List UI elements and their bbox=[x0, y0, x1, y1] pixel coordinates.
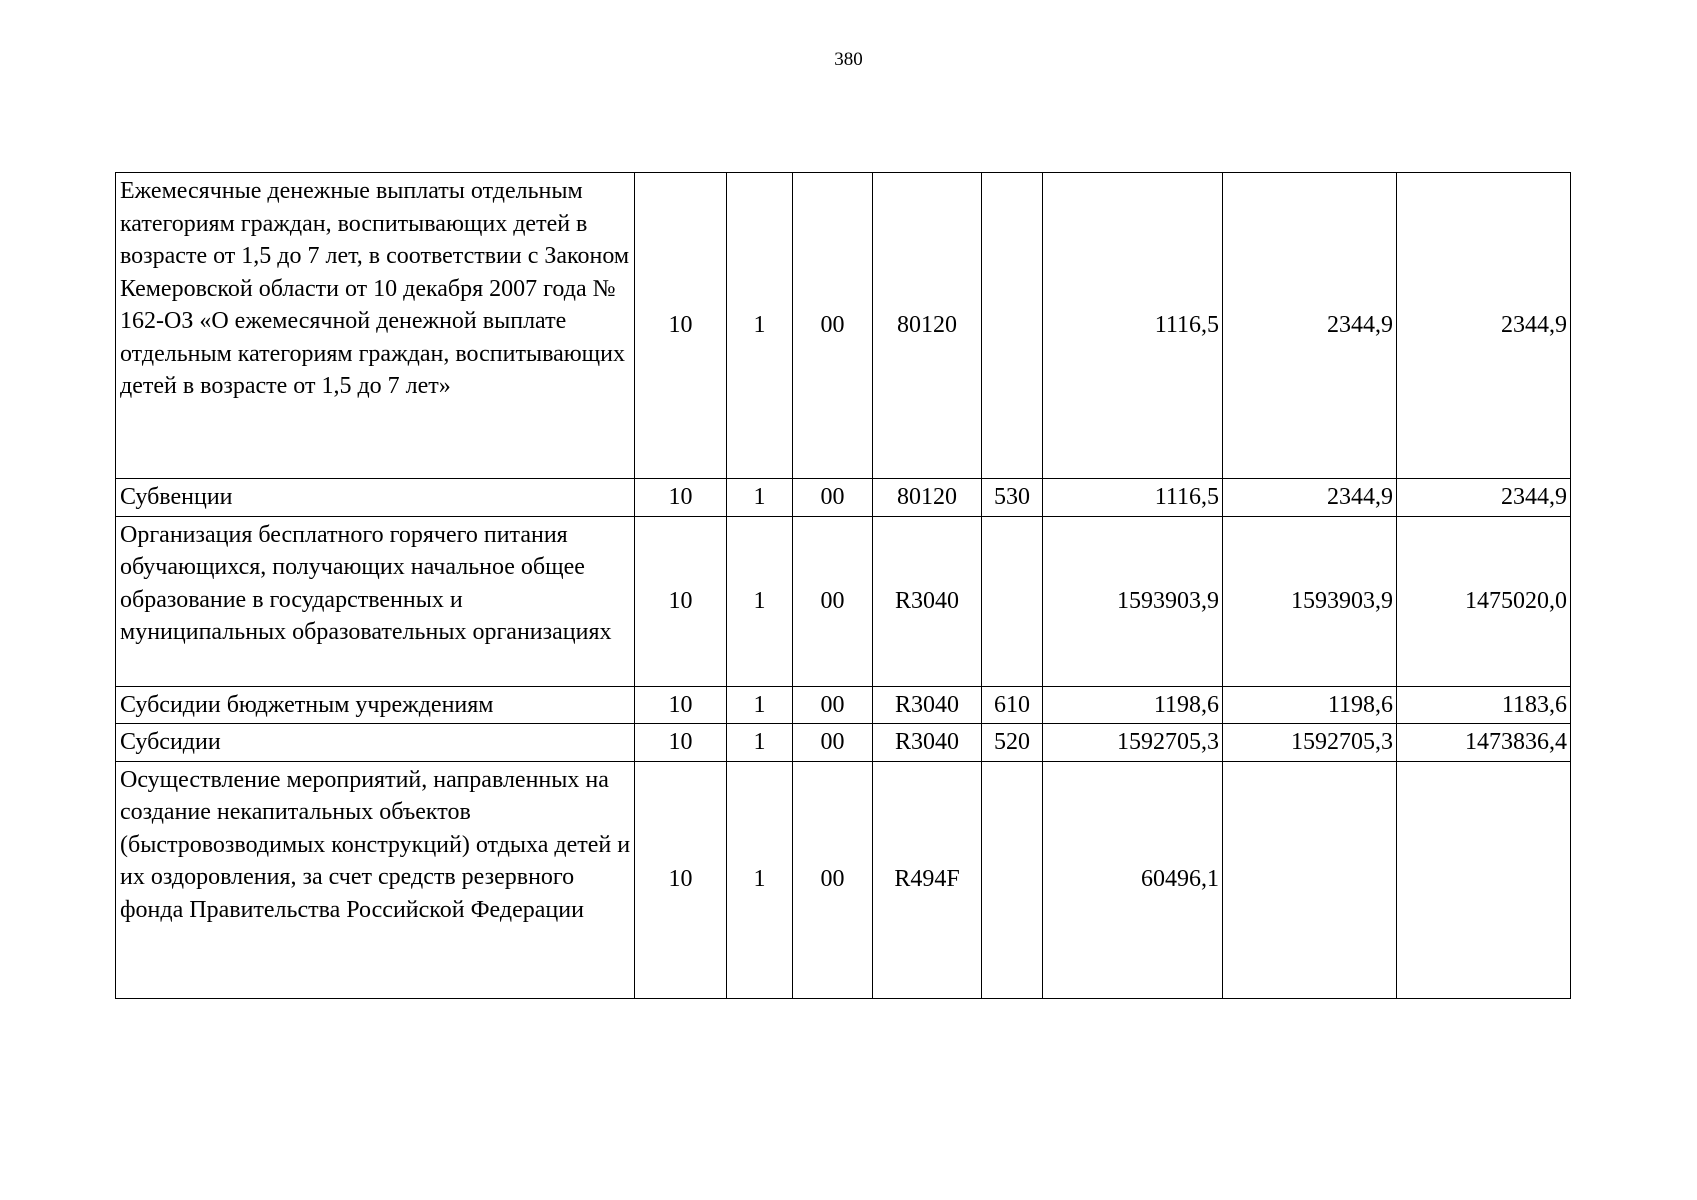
amount-year3-cell: 1473836,4 bbox=[1397, 724, 1571, 762]
amount-year1-cell: 1116,5 bbox=[1043, 173, 1223, 479]
table-row bbox=[116, 516, 1571, 686]
amount-year2-cell: 1198,6 bbox=[1223, 686, 1397, 724]
expense-type-cell bbox=[982, 173, 1043, 479]
amount-year1-cell: 1198,6 bbox=[1043, 686, 1223, 724]
table-row bbox=[116, 479, 1571, 517]
program-cell: 00 bbox=[793, 173, 873, 479]
program-cell: 00 bbox=[793, 761, 873, 998]
subsection-cell: 1 bbox=[727, 686, 793, 724]
amount-year1-cell: 1593903,9 bbox=[1043, 516, 1223, 686]
table-row bbox=[116, 686, 1571, 724]
amount-year2-cell: 1592705,3 bbox=[1223, 724, 1397, 762]
amount-year3-cell: 2344,9 bbox=[1397, 173, 1571, 479]
section-cell: 10 bbox=[635, 761, 727, 998]
code-cell: 80120 bbox=[873, 479, 982, 517]
subsection-cell: 1 bbox=[727, 724, 793, 762]
expense-type-cell bbox=[982, 516, 1043, 686]
row-name: Субвенции bbox=[116, 479, 635, 517]
code-cell: R494F bbox=[873, 761, 982, 998]
subsection-cell: 1 bbox=[727, 479, 793, 517]
row-name: Осуществление мероприятий, направленных на создание некапитальных объектов (быстровозводимых конструкций) отдыха детей и их оздоровления, за счет средств резервного фонда Правительства Российской Федерации bbox=[116, 761, 635, 998]
amount-year3-cell: 1183,6 bbox=[1397, 686, 1571, 724]
amount-year3-cell bbox=[1397, 761, 1571, 998]
section-cell: 10 bbox=[635, 686, 727, 724]
amount-year3-cell: 2344,9 bbox=[1397, 479, 1571, 517]
code-cell: R3040 bbox=[873, 686, 982, 724]
amount-year2-cell: 2344,9 bbox=[1223, 173, 1397, 479]
subsection-cell: 1 bbox=[727, 761, 793, 998]
table-row bbox=[116, 724, 1571, 762]
code-cell: 80120 bbox=[873, 173, 982, 479]
code-cell: R3040 bbox=[873, 724, 982, 762]
program-cell: 00 bbox=[793, 686, 873, 724]
section-cell: 10 bbox=[635, 724, 727, 762]
row-name: Субсидии bbox=[116, 724, 635, 762]
expense-type-cell: 610 bbox=[982, 686, 1043, 724]
section-cell: 10 bbox=[635, 173, 727, 479]
subsection-cell: 1 bbox=[727, 516, 793, 686]
amount-year3-cell: 1475020,0 bbox=[1397, 516, 1571, 686]
code-cell: R3040 bbox=[873, 516, 982, 686]
row-name: Субсидии бюджетным учреждениям bbox=[116, 686, 635, 724]
program-cell: 00 bbox=[793, 516, 873, 686]
row-name: Ежемесячные денежные выплаты отдельным категориям граждан, воспитывающих детей в возрасте от 1,5 до 7 лет, в соответствии с Законом Кемеровской области от 10 декабря 2007 года № 162-ОЗ «О ежемесячной денежной выплате отдельным категориям граждан, воспитывающих детей в возрасте от 1,5 до 7 лет» bbox=[116, 173, 635, 479]
amount-year2-cell: 2344,9 bbox=[1223, 479, 1397, 517]
page-number: 380 bbox=[834, 49, 863, 70]
section-cell: 10 bbox=[635, 479, 727, 517]
program-cell: 00 bbox=[793, 479, 873, 517]
amount-year2-cell: 1593903,9 bbox=[1223, 516, 1397, 686]
amount-year1-cell: 1116,5 bbox=[1043, 479, 1223, 517]
table-row bbox=[116, 173, 1571, 479]
amount-year1-cell: 60496,1 bbox=[1043, 761, 1223, 998]
row-name: Организация бесплатного горячего питания обучающихся, получающих начальное общее образование в государственных и муниципальных образовательных организациях bbox=[116, 516, 635, 686]
subsection-cell: 1 bbox=[727, 173, 793, 479]
program-cell: 00 bbox=[793, 724, 873, 762]
amount-year2-cell bbox=[1223, 761, 1397, 998]
expense-type-cell: 530 bbox=[982, 479, 1043, 517]
expense-type-cell bbox=[982, 761, 1043, 998]
table-row bbox=[116, 761, 1571, 998]
expense-type-cell: 520 bbox=[982, 724, 1043, 762]
amount-year1-cell: 1592705,3 bbox=[1043, 724, 1223, 762]
section-cell: 10 bbox=[635, 516, 727, 686]
budget-table bbox=[115, 172, 1571, 999]
